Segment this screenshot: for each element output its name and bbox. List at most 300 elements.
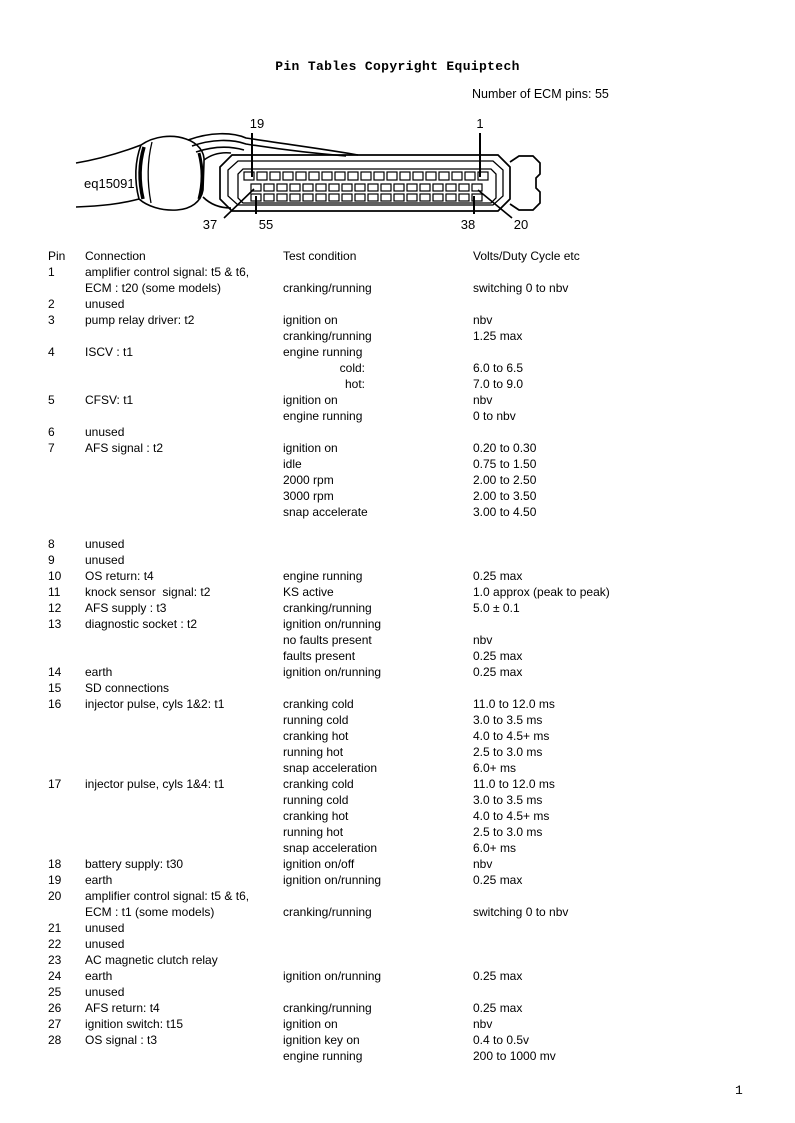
pin-socket (407, 194, 417, 201)
table-row (48, 616, 780, 632)
table-row (48, 296, 780, 312)
pin-cell (48, 376, 85, 392)
volts-cell: 2.5 to 3.0 ms (473, 825, 543, 839)
table-row (48, 1032, 780, 1048)
pin-socket (264, 184, 274, 191)
pin-cell: 28 (48, 1033, 62, 1047)
volts-cell: 0.25 max (473, 665, 523, 679)
table-row (48, 744, 780, 760)
connection-cell: battery supply: t30 (85, 857, 184, 871)
table-row (48, 376, 780, 392)
pin-cell: 21 (48, 921, 62, 935)
table-row (48, 1016, 780, 1032)
ecm-pin-count-label: Number of ECM pins: 55 (472, 87, 609, 101)
pin-cell: 17 (48, 777, 62, 791)
connection-cell: ignition switch: t15 (85, 1017, 184, 1031)
pin-cell (48, 408, 85, 424)
connection-cell: injector pulse, cyls 1&2: t1 (85, 697, 225, 711)
connection-column-header: Connection (85, 249, 146, 263)
pin-cell (48, 728, 85, 744)
pin-socket (329, 184, 339, 191)
table-row (48, 328, 780, 344)
connection-cell: earth (85, 665, 113, 679)
pin-cell: 11 (48, 585, 61, 599)
volts-cell: 6.0+ ms (473, 761, 517, 775)
pin-cell: 20 (48, 889, 62, 903)
test-condition-cell: KS active (283, 585, 334, 599)
pin-cell (48, 1048, 85, 1064)
pin-cell: 22 (48, 937, 62, 951)
connection-cell (85, 840, 283, 856)
table-spacer-row (48, 520, 780, 536)
test-condition-cell: ignition on (283, 313, 338, 327)
test-condition-cell: 2000 rpm (283, 473, 334, 487)
volts-cell: 200 to 1000 mv (473, 1049, 556, 1063)
test-condition-cell: cranking cold (283, 697, 354, 711)
connection-cell (85, 728, 283, 744)
volts-cell: nbv (473, 857, 493, 871)
volts-cell: nbv (473, 633, 493, 647)
table-row (48, 1048, 780, 1064)
test-condition-cell: cranking/running (283, 281, 372, 295)
volts-cell: 0.20 to 0.30 (473, 441, 537, 455)
page-number: 1 (735, 1083, 743, 1098)
test-condition-cell (283, 264, 473, 280)
connection-cell: amplifier control signal: t5 & t6, (85, 265, 250, 279)
table-row (48, 968, 780, 984)
test-condition-cell (283, 936, 473, 952)
pin-cell (48, 648, 85, 664)
table-row (48, 424, 780, 440)
pin-column-header: Pin (48, 249, 66, 263)
test-condition-cell: hot: (344, 377, 365, 391)
volts-cell: 6.0 to 6.5 (473, 361, 524, 375)
table-row (48, 648, 780, 664)
pin-socket (316, 194, 326, 201)
table-row (48, 760, 780, 776)
test-condition-column-header: Test condition (283, 249, 357, 263)
pin-cell: 24 (48, 969, 62, 983)
test-condition-cell: cranking/running (283, 329, 372, 343)
pin-socket (290, 194, 300, 201)
volts-cell (473, 952, 780, 968)
connection-cell (85, 504, 283, 520)
connection-cell: injector pulse, cyls 1&4: t1 (85, 777, 225, 791)
test-condition-cell: ignition key on (283, 1033, 360, 1047)
connection-cell: earth (85, 873, 113, 887)
pin-socket (465, 172, 475, 180)
volts-cell: switching 0 to nbv (473, 281, 569, 295)
connection-cell: diagnostic socket : t2 (85, 617, 198, 631)
table-row (48, 360, 780, 376)
connection-cell: AFS signal : t2 (85, 441, 164, 455)
test-condition-cell: cranking/running (283, 601, 372, 615)
pin-socket (335, 172, 345, 180)
connection-cell: unused (85, 537, 125, 551)
pin-socket (381, 194, 391, 201)
pin-socket (400, 172, 410, 180)
pin-cell (48, 808, 85, 824)
pin-socket (420, 194, 430, 201)
pin-cell (48, 472, 85, 488)
pin-socket (303, 184, 313, 191)
pin-label-38: 38 (460, 217, 476, 232)
connection-cell (85, 1048, 283, 1064)
connection-cell: AFS supply : t3 (85, 601, 167, 615)
pin-socket (381, 184, 391, 191)
volts-cell (473, 344, 780, 360)
pin-cell: 5 (48, 393, 55, 407)
pin-cell (48, 792, 85, 808)
table-row (48, 952, 780, 968)
volts-cell: 0 to nbv (473, 409, 516, 423)
pin-socket (446, 184, 456, 191)
test-condition-cell: cranking hot (283, 809, 349, 823)
pin-cell (48, 280, 85, 296)
volts-cell (473, 920, 780, 936)
connection-cell (85, 744, 283, 760)
test-condition-cell (283, 920, 473, 936)
volts-cell: 1.0 approx (peak to peak) (473, 585, 610, 599)
volts-cell: nbv (473, 393, 493, 407)
table-row (48, 504, 780, 520)
pin-socket (348, 172, 358, 180)
table-row (48, 472, 780, 488)
volts-cell (473, 424, 780, 440)
ecm-connector-diagram (0, 110, 600, 242)
table-row (48, 936, 780, 952)
pin-socket (322, 172, 332, 180)
pin-socket (264, 194, 274, 201)
connector-latch (510, 156, 540, 210)
volts-cell: 3.00 to 4.50 (473, 505, 537, 519)
volts-cell: nbv (473, 1017, 493, 1031)
connection-cell: ECM : t20 (some models) (85, 281, 222, 295)
pin-socket (394, 194, 404, 201)
test-condition-cell: engine running (283, 409, 363, 423)
test-condition-cell: engine running (283, 569, 363, 583)
pin-cell: 27 (48, 1017, 62, 1031)
pin-socket (283, 172, 293, 180)
pin-cell (48, 712, 85, 728)
table-row (48, 840, 780, 856)
pin-socket (446, 194, 456, 201)
table-row (48, 1000, 780, 1016)
test-condition-cell: 3000 rpm (283, 489, 334, 503)
pin-socket (290, 184, 300, 191)
test-condition-cell (283, 552, 473, 568)
volts-cell: 0.25 max (473, 1001, 523, 1015)
table-row (48, 696, 780, 712)
connection-cell: OS signal : t3 (85, 1033, 158, 1047)
connection-cell: amplifier control signal: t5 & t6, (85, 889, 250, 903)
pin-socket (433, 194, 443, 201)
connection-cell: SD connections (85, 681, 170, 695)
test-condition-cell: cranking cold (283, 777, 354, 791)
connection-cell: AFS return: t4 (85, 1001, 160, 1015)
test-condition-cell (283, 424, 473, 440)
pin-label-37: 37 (202, 217, 218, 232)
test-condition-cell (283, 888, 473, 904)
table-row (48, 856, 780, 872)
pin-cell: 1 (48, 265, 55, 279)
pin-cell: 14 (48, 665, 62, 679)
volts-cell: 6.0+ ms (473, 841, 517, 855)
pin-cell: 7 (48, 441, 55, 455)
volts-cell: 0.75 to 1.50 (473, 457, 537, 471)
test-condition-cell: cranking hot (283, 729, 349, 743)
connection-cell: ECM : t1 (some models) (85, 905, 215, 919)
pin-label-1: 1 (476, 116, 484, 131)
table-row (48, 536, 780, 552)
volts-cell (473, 936, 780, 952)
volts-cell: 0.25 max (473, 969, 523, 983)
pin-socket (355, 184, 365, 191)
pin-socket (439, 172, 449, 180)
pin-cell: 19 (48, 873, 62, 887)
pin-grid (244, 172, 488, 201)
pin-socket (394, 184, 404, 191)
connection-cell (85, 408, 283, 424)
pin-socket (452, 172, 462, 180)
pin-socket (413, 172, 423, 180)
table-row (48, 728, 780, 744)
test-condition-cell: running hot (283, 745, 344, 759)
pin-socket (329, 194, 339, 201)
table-row (48, 440, 780, 456)
pin-socket (459, 184, 469, 191)
table-header-row (48, 248, 780, 264)
volts-cell (473, 536, 780, 552)
pin-label-55: 55 (258, 217, 274, 232)
pin-cell (48, 904, 85, 920)
connection-cell (85, 760, 283, 776)
leader-line-pin20 (478, 190, 512, 218)
pin-cell: 10 (48, 569, 62, 583)
test-condition-cell: cranking/running (283, 905, 372, 919)
test-condition-cell: ignition on/off (283, 857, 355, 871)
connection-cell: unused (85, 425, 125, 439)
table-row (48, 280, 780, 296)
connection-cell: ISCV : t1 (85, 345, 134, 359)
volts-cell: 7.0 to 9.0 (473, 377, 524, 391)
pin-socket (277, 194, 287, 201)
pin-cell: 4 (48, 345, 55, 359)
pin-cell (48, 328, 85, 344)
connection-cell: unused (85, 297, 125, 311)
pin-cell (48, 760, 85, 776)
diagram-part-code: eq15091 (84, 176, 135, 191)
table-row (48, 408, 780, 424)
connection-cell (85, 360, 283, 376)
page-title: Pin Tables Copyright Equiptech (275, 59, 520, 74)
volts-cell: nbv (473, 313, 493, 327)
table-row (48, 488, 780, 504)
table-row (48, 984, 780, 1000)
pin-socket (374, 172, 384, 180)
volts-cell: 11.0 to 12.0 ms (473, 777, 555, 791)
volts-cell (473, 296, 780, 312)
volts-column-header: Volts/Duty Cycle etc (473, 249, 580, 263)
pin-socket (303, 194, 313, 201)
test-condition-cell: faults present (283, 649, 356, 663)
volts-cell: 3.0 to 3.5 ms (473, 793, 543, 807)
volts-cell (473, 888, 780, 904)
pin-cell: 12 (48, 601, 62, 615)
connector-housing (220, 155, 540, 211)
pin-cell: 16 (48, 697, 62, 711)
connection-cell: AC magnetic clutch relay (85, 953, 218, 967)
connection-cell: earth (85, 969, 113, 983)
pin-cell (48, 840, 85, 856)
pin-socket (433, 184, 443, 191)
connection-cell (85, 456, 283, 472)
table-row (48, 776, 780, 792)
volts-cell: 5.0 ± 0.1 (473, 601, 520, 615)
pin-cell (48, 456, 85, 472)
pin-socket (270, 172, 280, 180)
connection-cell (85, 712, 283, 728)
table-row (48, 904, 780, 920)
connection-cell (85, 824, 283, 840)
pin-cell: 9 (48, 553, 55, 567)
connection-cell (85, 376, 283, 392)
test-condition-cell: ignition on/running (283, 617, 382, 631)
pin-socket (407, 184, 417, 191)
table-row (48, 888, 780, 904)
pin-cell: 13 (48, 617, 62, 631)
test-condition-cell (283, 984, 473, 1000)
pin-cell: 25 (48, 985, 62, 999)
volts-cell (473, 552, 780, 568)
test-condition-cell: idle (283, 457, 302, 471)
connection-cell: unused (85, 985, 125, 999)
table-row (48, 808, 780, 824)
test-condition-cell: snap acceleration (283, 761, 378, 775)
pin-socket (296, 172, 306, 180)
test-condition-cell: cranking/running (283, 1001, 372, 1015)
test-condition-cell: snap acceleration (283, 841, 378, 855)
table-row (48, 552, 780, 568)
connection-cell: knock sensor signal: t2 (85, 585, 211, 599)
pin-socket (342, 194, 352, 201)
test-condition-cell: ignition on/running (283, 969, 382, 983)
volts-cell: 0.4 to 0.5v (473, 1033, 530, 1047)
pin-label-19: 19 (249, 116, 265, 131)
pin-cell: 8 (48, 537, 55, 551)
test-condition-cell: snap accelerate (283, 505, 368, 519)
table-row (48, 312, 780, 328)
test-condition-cell (283, 680, 473, 696)
connection-cell: CFSV: t1 (85, 393, 134, 407)
pin-cell: 23 (48, 953, 62, 967)
pin-cell (48, 824, 85, 840)
test-condition-cell: engine running (283, 1049, 363, 1063)
table-row (48, 632, 780, 648)
test-condition-cell: running hot (283, 825, 344, 839)
test-condition-cell: ignition on/running (283, 665, 382, 679)
test-condition-cell: ignition on (283, 1017, 338, 1031)
pin-cell (48, 632, 85, 648)
connection-cell: pump relay driver: t2 (85, 313, 195, 327)
pin-cell (48, 360, 85, 376)
table-row (48, 584, 780, 600)
table-row (48, 600, 780, 616)
pin-cell: 3 (48, 313, 55, 327)
connection-cell (85, 648, 283, 664)
pin-cell: 6 (48, 425, 55, 439)
volts-cell: 0.25 max (473, 873, 523, 887)
table-row (48, 824, 780, 840)
table-row (48, 392, 780, 408)
table-row (48, 456, 780, 472)
pin-cell: 15 (48, 681, 62, 695)
test-condition-cell: no faults present (283, 633, 372, 647)
pin-socket (342, 184, 352, 191)
pin-socket (316, 184, 326, 191)
pin-socket (309, 172, 319, 180)
pin-socket (426, 172, 436, 180)
connection-cell (85, 488, 283, 504)
pin-cell (48, 744, 85, 760)
connection-cell: unused (85, 553, 125, 567)
pin-socket (368, 194, 378, 201)
connection-cell (85, 792, 283, 808)
table-row (48, 872, 780, 888)
test-condition-cell: engine running (283, 345, 363, 359)
volts-cell: 3.0 to 3.5 ms (473, 713, 543, 727)
pin-label-20: 20 (513, 217, 529, 232)
connection-cell (85, 328, 283, 344)
volts-cell (473, 680, 780, 696)
table-row (48, 264, 780, 280)
test-condition-cell: ignition on (283, 393, 338, 407)
test-condition-cell (283, 952, 473, 968)
test-condition-cell: cold: (339, 361, 365, 375)
pin-socket (361, 172, 371, 180)
table-row (48, 568, 780, 584)
table-row (48, 664, 780, 680)
volts-cell (473, 616, 780, 632)
test-condition-cell: ignition on (283, 441, 338, 455)
connection-cell: unused (85, 937, 125, 951)
test-condition-cell: running cold (283, 713, 349, 727)
table-row (48, 712, 780, 728)
volts-cell: 11.0 to 12.0 ms (473, 697, 555, 711)
connection-cell (85, 472, 283, 488)
volts-cell: 2.00 to 2.50 (473, 473, 537, 487)
volts-cell (473, 984, 780, 1000)
test-condition-cell: running cold (283, 793, 349, 807)
pin-socket (277, 184, 287, 191)
pin-cell: 2 (48, 297, 55, 311)
pin-cell: 18 (48, 857, 62, 871)
pin-cell: 26 (48, 1001, 62, 1015)
pin-socket (257, 172, 267, 180)
connection-cell: OS return: t4 (85, 569, 154, 583)
pin-socket (368, 184, 378, 191)
table-row (48, 680, 780, 696)
pin-cell (48, 504, 85, 520)
test-condition-cell: ignition on/running (283, 873, 382, 887)
table-row (48, 920, 780, 936)
connection-cell (85, 632, 283, 648)
connection-cell: unused (85, 921, 125, 935)
pin-table-rows (48, 264, 780, 1064)
pin-socket (459, 194, 469, 201)
volts-cell: 4.0 to 4.5+ ms (473, 809, 550, 823)
pin-table (48, 248, 780, 1064)
